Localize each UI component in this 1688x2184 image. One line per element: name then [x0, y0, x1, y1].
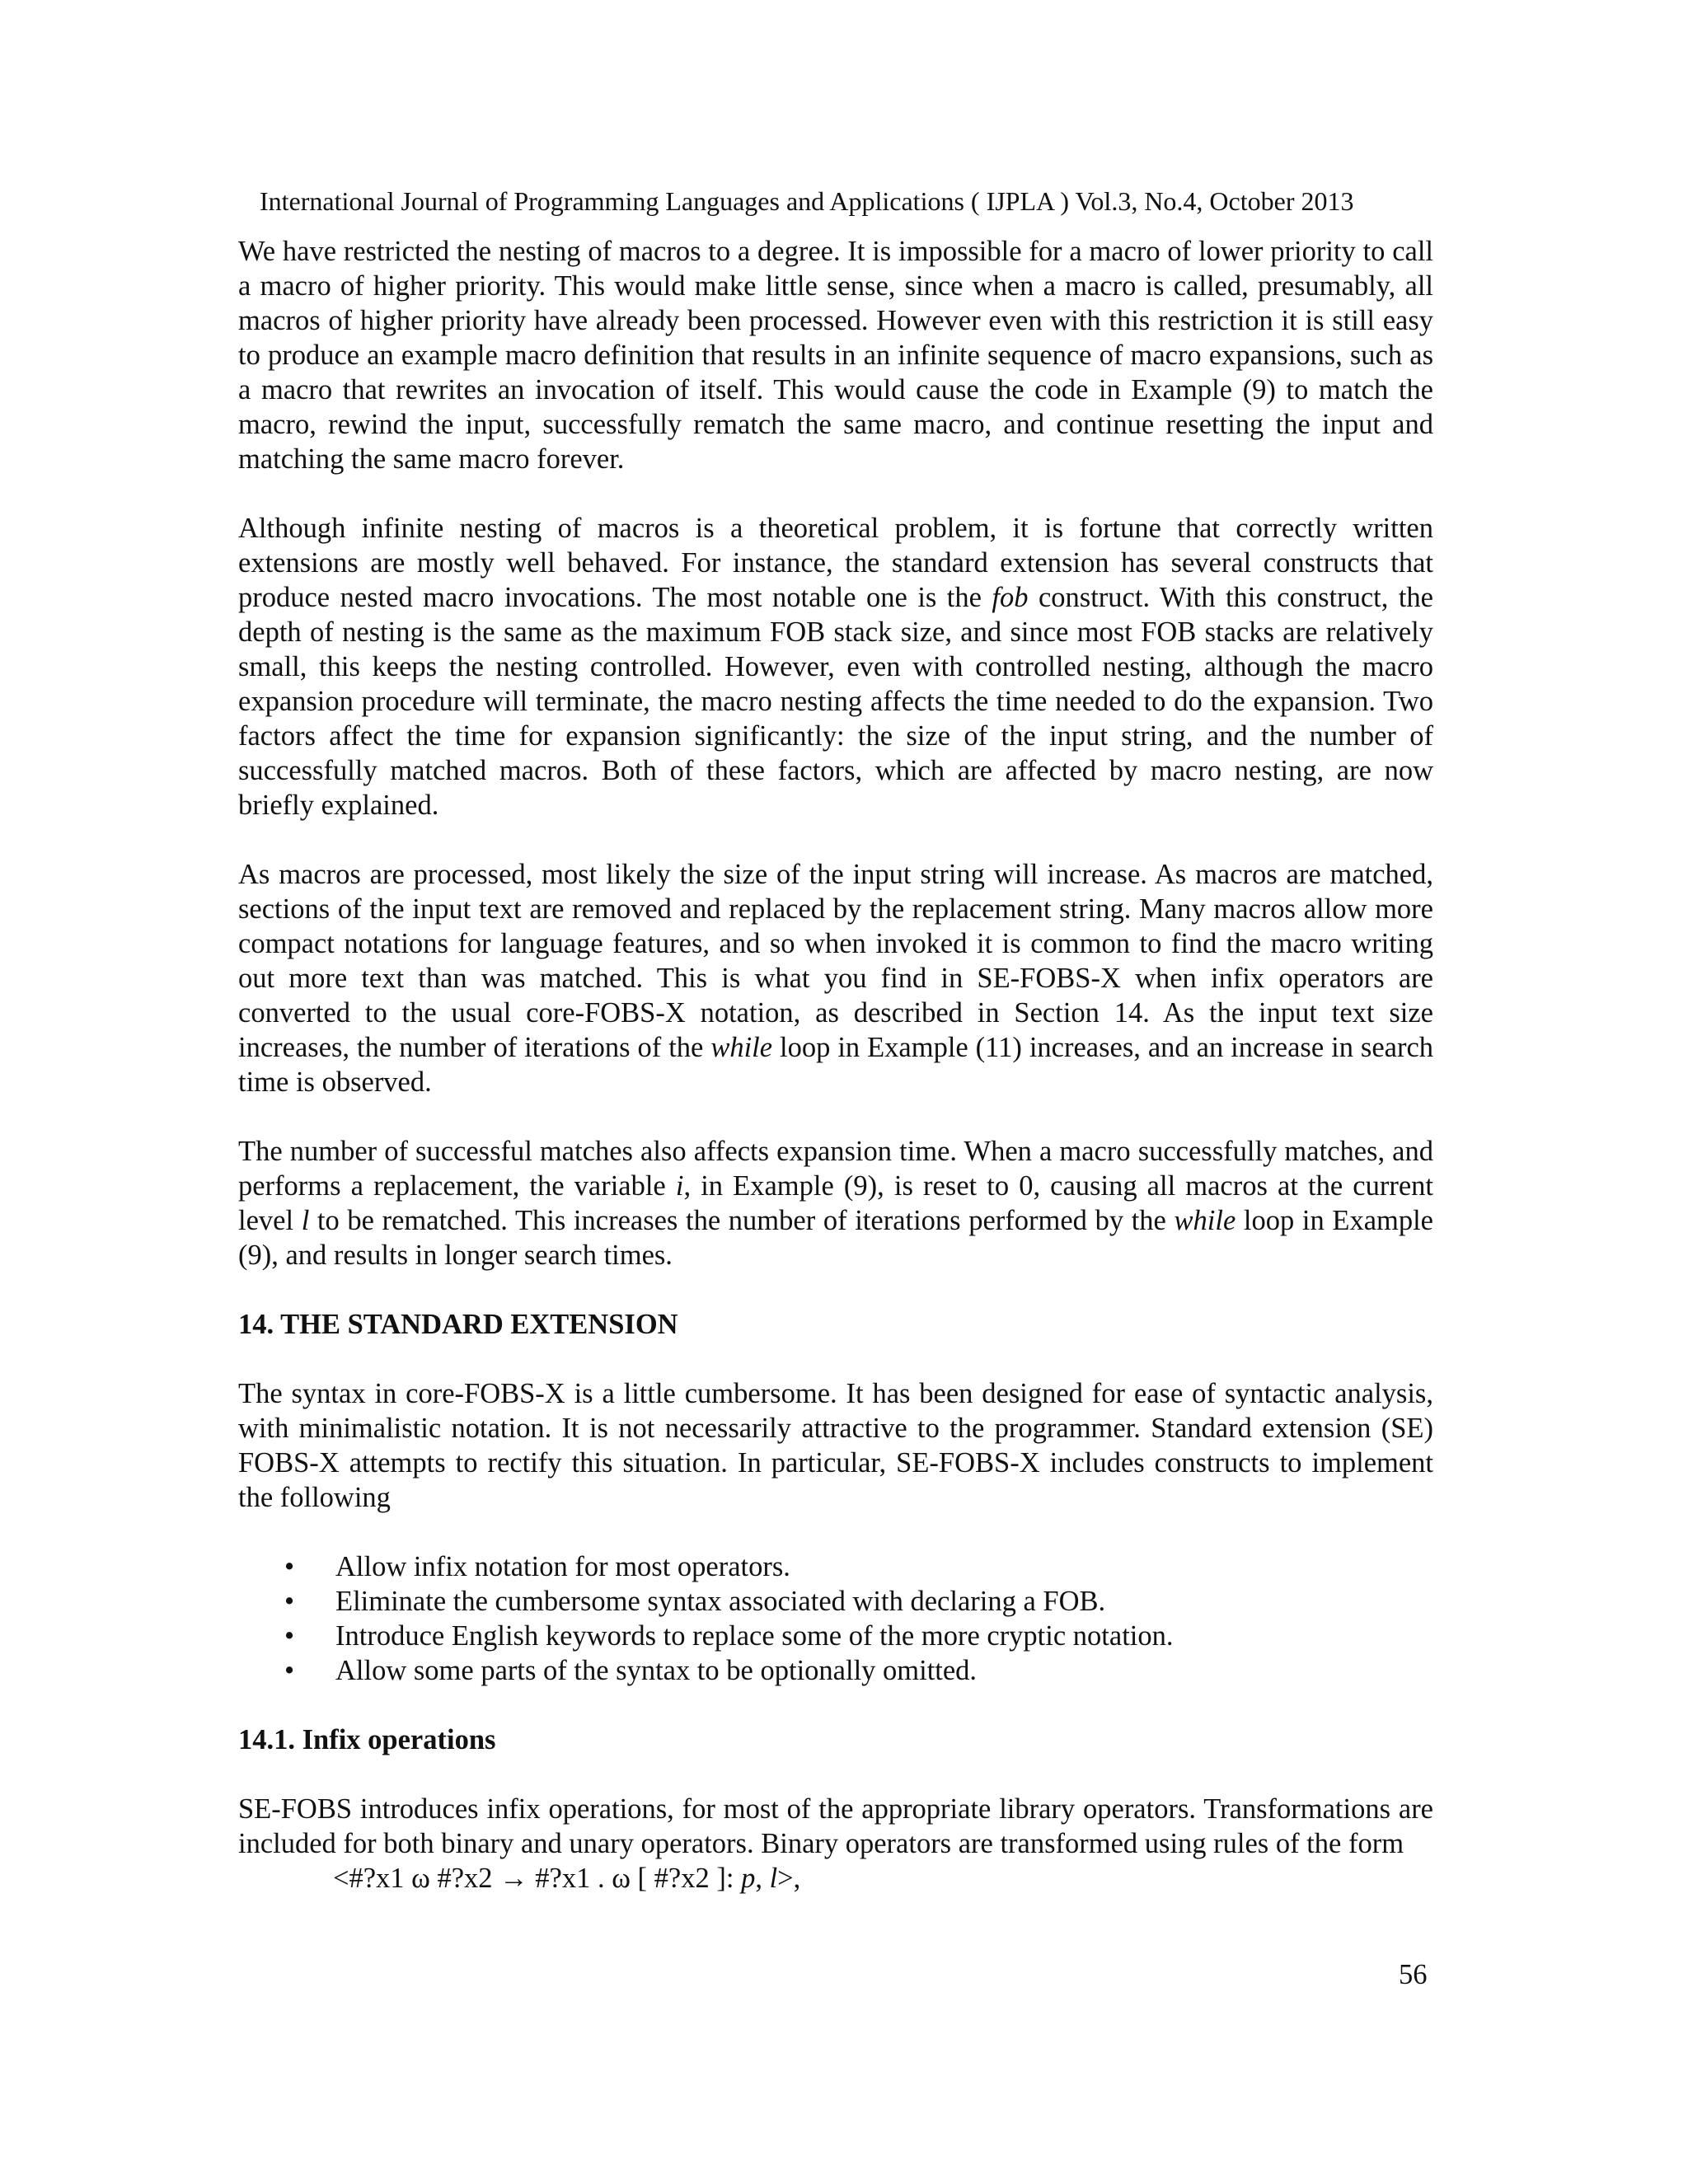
list-item: • Eliminate the cumbersome syntax associated with declaring a FOB.: [284, 1586, 1106, 1617]
list-item: • Allow infix notation for most operators.: [284, 1551, 790, 1582]
bullet-icon: •: [284, 1620, 295, 1652]
list-item: • Allow some parts of the syntax to be optionally omitted.: [284, 1655, 978, 1686]
page-number: 56: [1399, 1959, 1428, 1990]
bullet-icon: •: [284, 1586, 295, 1617]
paragraph-2: Although infinite nesting of macros is a theoretical problem, it is fortune that correctly written extensions are mostly well behaved. For instance, the standard extension has several constructs that produce nested macro invocations. The most notable one is the fob construct. With this construct, the depth of nesting is the same as the maximum FOB stack size, and since most FOB stacks are relatively small, this keeps the nesting controlled. However, even with controlled nesting, although the macro expansion procedure will terminate, the macro nesting affects the time needed to do the expansion. Two factors affect the time for expansion significantly: the size of the input string, and the number of successfully matched macros. Both of these factors, which are affected by macro nesting, are now briefly explained.: [238, 513, 1433, 821]
paragraph-1: We have restricted the nesting of macros to a degree. It is impossible for a macro of lower priority to call a macro of higher priority. This would make little sense, since when a macro is called, presumably, all macros of higher priority have already been processed. However even with this restriction it is still easy to produce an example macro definition that results in an infinite sequence of macro expansions, such as a macro that rewrites an invocation of itself. This would cause the code in Example (9) to match the macro, rewind the input, successfully rematch the same macro, and continue resetting the input and matching the same macro forever.: [238, 236, 1433, 475]
transformation-rule: <#?x1 ω #?x2 → #?x1 . ω [ #?x2 ]: p, l>,: [333, 1863, 801, 1894]
paragraph-3: As macros are processed, most likely the size of the input string will increase. As macros are matched, sections of the input text are removed and replaced by the replacement string. Many macros allow more compact notations for language features, and so when invoked it is common to find the macro writing out more text than was matched. This is what you find in SE-FOBS-X when infix operators are converted to the usual core-FOBS-X notation, as described in Section 14. As the input text size increases, the number of iterations of the while loop in Example (11) increases, and an increase in search time is observed.: [238, 859, 1434, 1098]
paragraph-5: The syntax in core-FOBS-X is a little cumbersome. It has been designed for ease of syntactic analysis, with minimalistic notation. It is not necessarily attractive to the programmer. Standard extension (SE) FOBS-X attempts to rectify this situation. In particular, SE-FOBS-X includes constructs to implement the following: [238, 1378, 1433, 1513]
bullet-icon: •: [284, 1551, 295, 1582]
section-heading: 14. THE STANDARD EXTENSION: [238, 1309, 678, 1340]
main-content: [238, 234, 1433, 1930]
paragraph-4: The number of successful matches also affects expansion time. When a macro successfully matches, and performs a replacement, the variable i, in Example (9), is reset to 0, causing all macros at the current level l to be rematched. This increases the number of iterations performed by the while loop in Example (9), and results in longer search times.: [238, 1136, 1433, 1271]
list-item: • Introduce English keywords to replace some of the more cryptic notation.: [284, 1620, 1174, 1652]
running-header: International Journal of Programming Languages and Applications ( IJPLA ) Vol.3, No.4, October 2013: [260, 186, 1354, 216]
paragraph-6: SE-FOBS introduces infix operations, for most of the appropriate library operators. Transformations are included for both binary and unary operators. Binary operators are transformed using rules of the form: [238, 1793, 1433, 1859]
subsection-heading: 14.1. Infix operations: [238, 1724, 496, 1755]
bullet-icon: •: [284, 1655, 295, 1686]
bullet-list: [238, 1549, 1433, 1688]
